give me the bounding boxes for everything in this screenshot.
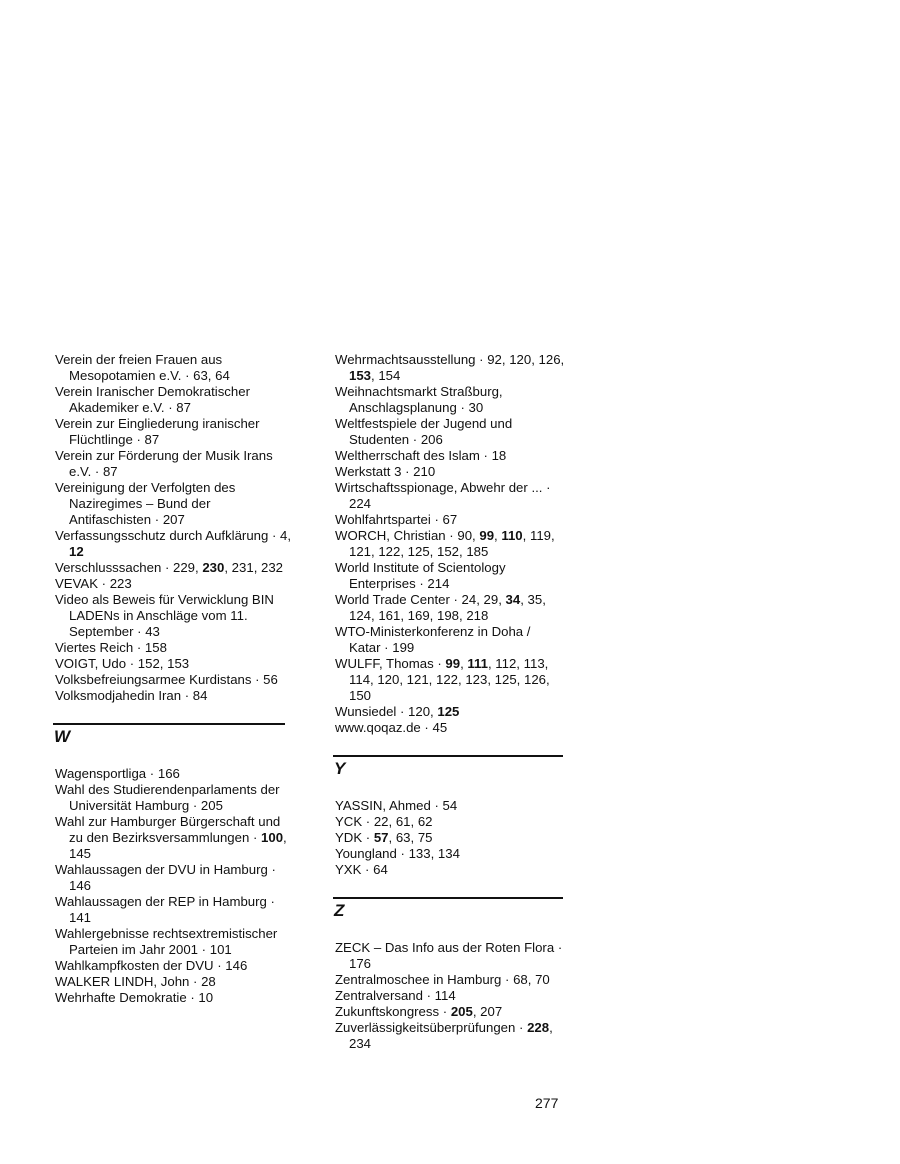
index-entry: VOIGT, Udo · 152, 153 [55,656,190,671]
index-entry: Verein der freien Frauen aus Mesopotamien e.V. · 63, 64 [55,352,230,383]
index-entry: Zentralmoschee in Hamburg · 68, 70 [335,972,550,987]
index-entry: Zuverlässigkeitsüberprüfungen · 228, 234 [335,1020,553,1051]
index-entry: World Institute of Scientology Enterprises · 214 [335,560,506,591]
index-entry: Verein zur Förderung der Musik Irans e.V. · 87 [55,448,273,479]
index-column-right [335,352,565,1052]
index-list-v [55,352,295,704]
index-entry: YCK · 22, 61, 62 [335,814,433,829]
index-entry: VEVAK · 223 [55,576,132,591]
index-entry: Video als Beweis für Verwicklung BIN LADENs in Anschläge vom 11. September · 43 [55,592,274,639]
index-entry: ZECK – Das Info aus der Roten Flora · 176 [335,940,563,971]
index-entry: Wahl des Studierendenparlaments der Universität Hamburg · 205 [55,782,280,813]
index-section-z [335,897,565,1052]
index-entry: World Trade Center · 24, 29, 34, 35, 124, 161, 169, 198, 218 [335,592,546,623]
index-entry: WALKER LINDH, John · 28 [55,974,216,989]
section-divider [333,897,563,930]
index-entry: WTO-Ministerkonferenz in Doha / Katar · 199 [335,624,531,655]
index-entry: WULFF, Thomas · 99, 111, 112, 113, 114, 120, 121, 122, 123, 125, 126, 150 [335,656,550,703]
index-entry: YXK · 64 [335,862,388,877]
section-divider [53,723,285,756]
index-entry: Wahl zur Hamburger Bürgerschaft und zu den Bezirksversammlungen · 100, 145 [55,814,287,861]
index-entry: YASSIN, Ahmed · 54 [335,798,458,813]
index-entry: Wahlkampfkosten der DVU · 146 [55,958,248,973]
index-entry: Volksmodjahedin Iran · 84 [55,688,208,703]
section-letter-y: Y [334,759,346,778]
page-number: 277 [535,1095,559,1111]
index-entry: Verein Iranischer Demokratischer Akademiker e.V. · 87 [55,384,250,415]
index-section-y [335,755,565,878]
index-entry: Vereinigung der Verfolgten des Naziregimes – Bund der Antifaschisten · 207 [55,480,236,527]
index-column-left [55,352,295,1006]
index-entry: Verschlusssachen · 229, 230, 231, 232 [55,560,284,575]
index-entry: Wunsiedel · 120, 125 [335,704,460,719]
section-letter-z: Z [334,901,345,920]
index-entry: Zukunftskongress · 205, 207 [335,1004,503,1019]
index-list-w [55,766,295,1006]
index-entry: Werkstatt 3 · 210 [335,464,436,479]
index-entry: Youngland · 133, 134 [335,846,460,861]
index-entry: Zentralversand · 114 [335,988,456,1003]
index-entry: Weltherrschaft des Islam · 18 [335,448,507,463]
index-entry: Weltfestspiele der Jugend und Studenten · 206 [335,416,513,447]
index-entry: Volksbefreiungsarmee Kurdistans · 56 [55,672,278,687]
index-entry: Weihnachtsmarkt Straßburg, Anschlagsplanung · 30 [335,384,503,415]
index-entry: YDK · 57, 63, 75 [335,830,433,845]
section-divider [333,755,563,788]
index-entry: Wahlaussagen der DVU in Hamburg · 146 [55,862,276,893]
index-list-y [335,798,565,878]
index-entry: Wohlfahrtspartei · 67 [335,512,458,527]
index-entry: Wahlaussagen der REP in Hamburg · 141 [55,894,275,925]
index-entry: Wirtschaftsspionage, Abwehr der ... · 224 [335,480,551,511]
index-section-w [55,723,295,1006]
section-letter-w: W [54,727,71,746]
index-list-z [335,940,565,1052]
index-entry: Wehrhafte Demokratie · 10 [55,990,214,1005]
index-entry: Wehrmachtsausstellung · 92, 120, 126, 153, 154 [335,352,565,383]
index-list-w-continued [335,352,565,736]
index-entry: Viertes Reich · 158 [55,640,167,655]
index-entry: www.qoqaz.de · 45 [335,720,448,735]
index-entry: WORCH, Christian · 90, 99, 110, 119, 121, 122, 125, 152, 185 [335,528,555,559]
index-entry: Wagensportliga · 166 [55,766,180,781]
index-entry: Verein zur Eingliederung iranischer Flüchtlinge · 87 [55,416,260,447]
index-entry: Wahlergebnisse rechtsextremistischer Parteien im Jahr 2001 · 101 [55,926,278,957]
index-entry: Verfassungsschutz durch Aufklärung · 4, 12 [55,528,292,559]
